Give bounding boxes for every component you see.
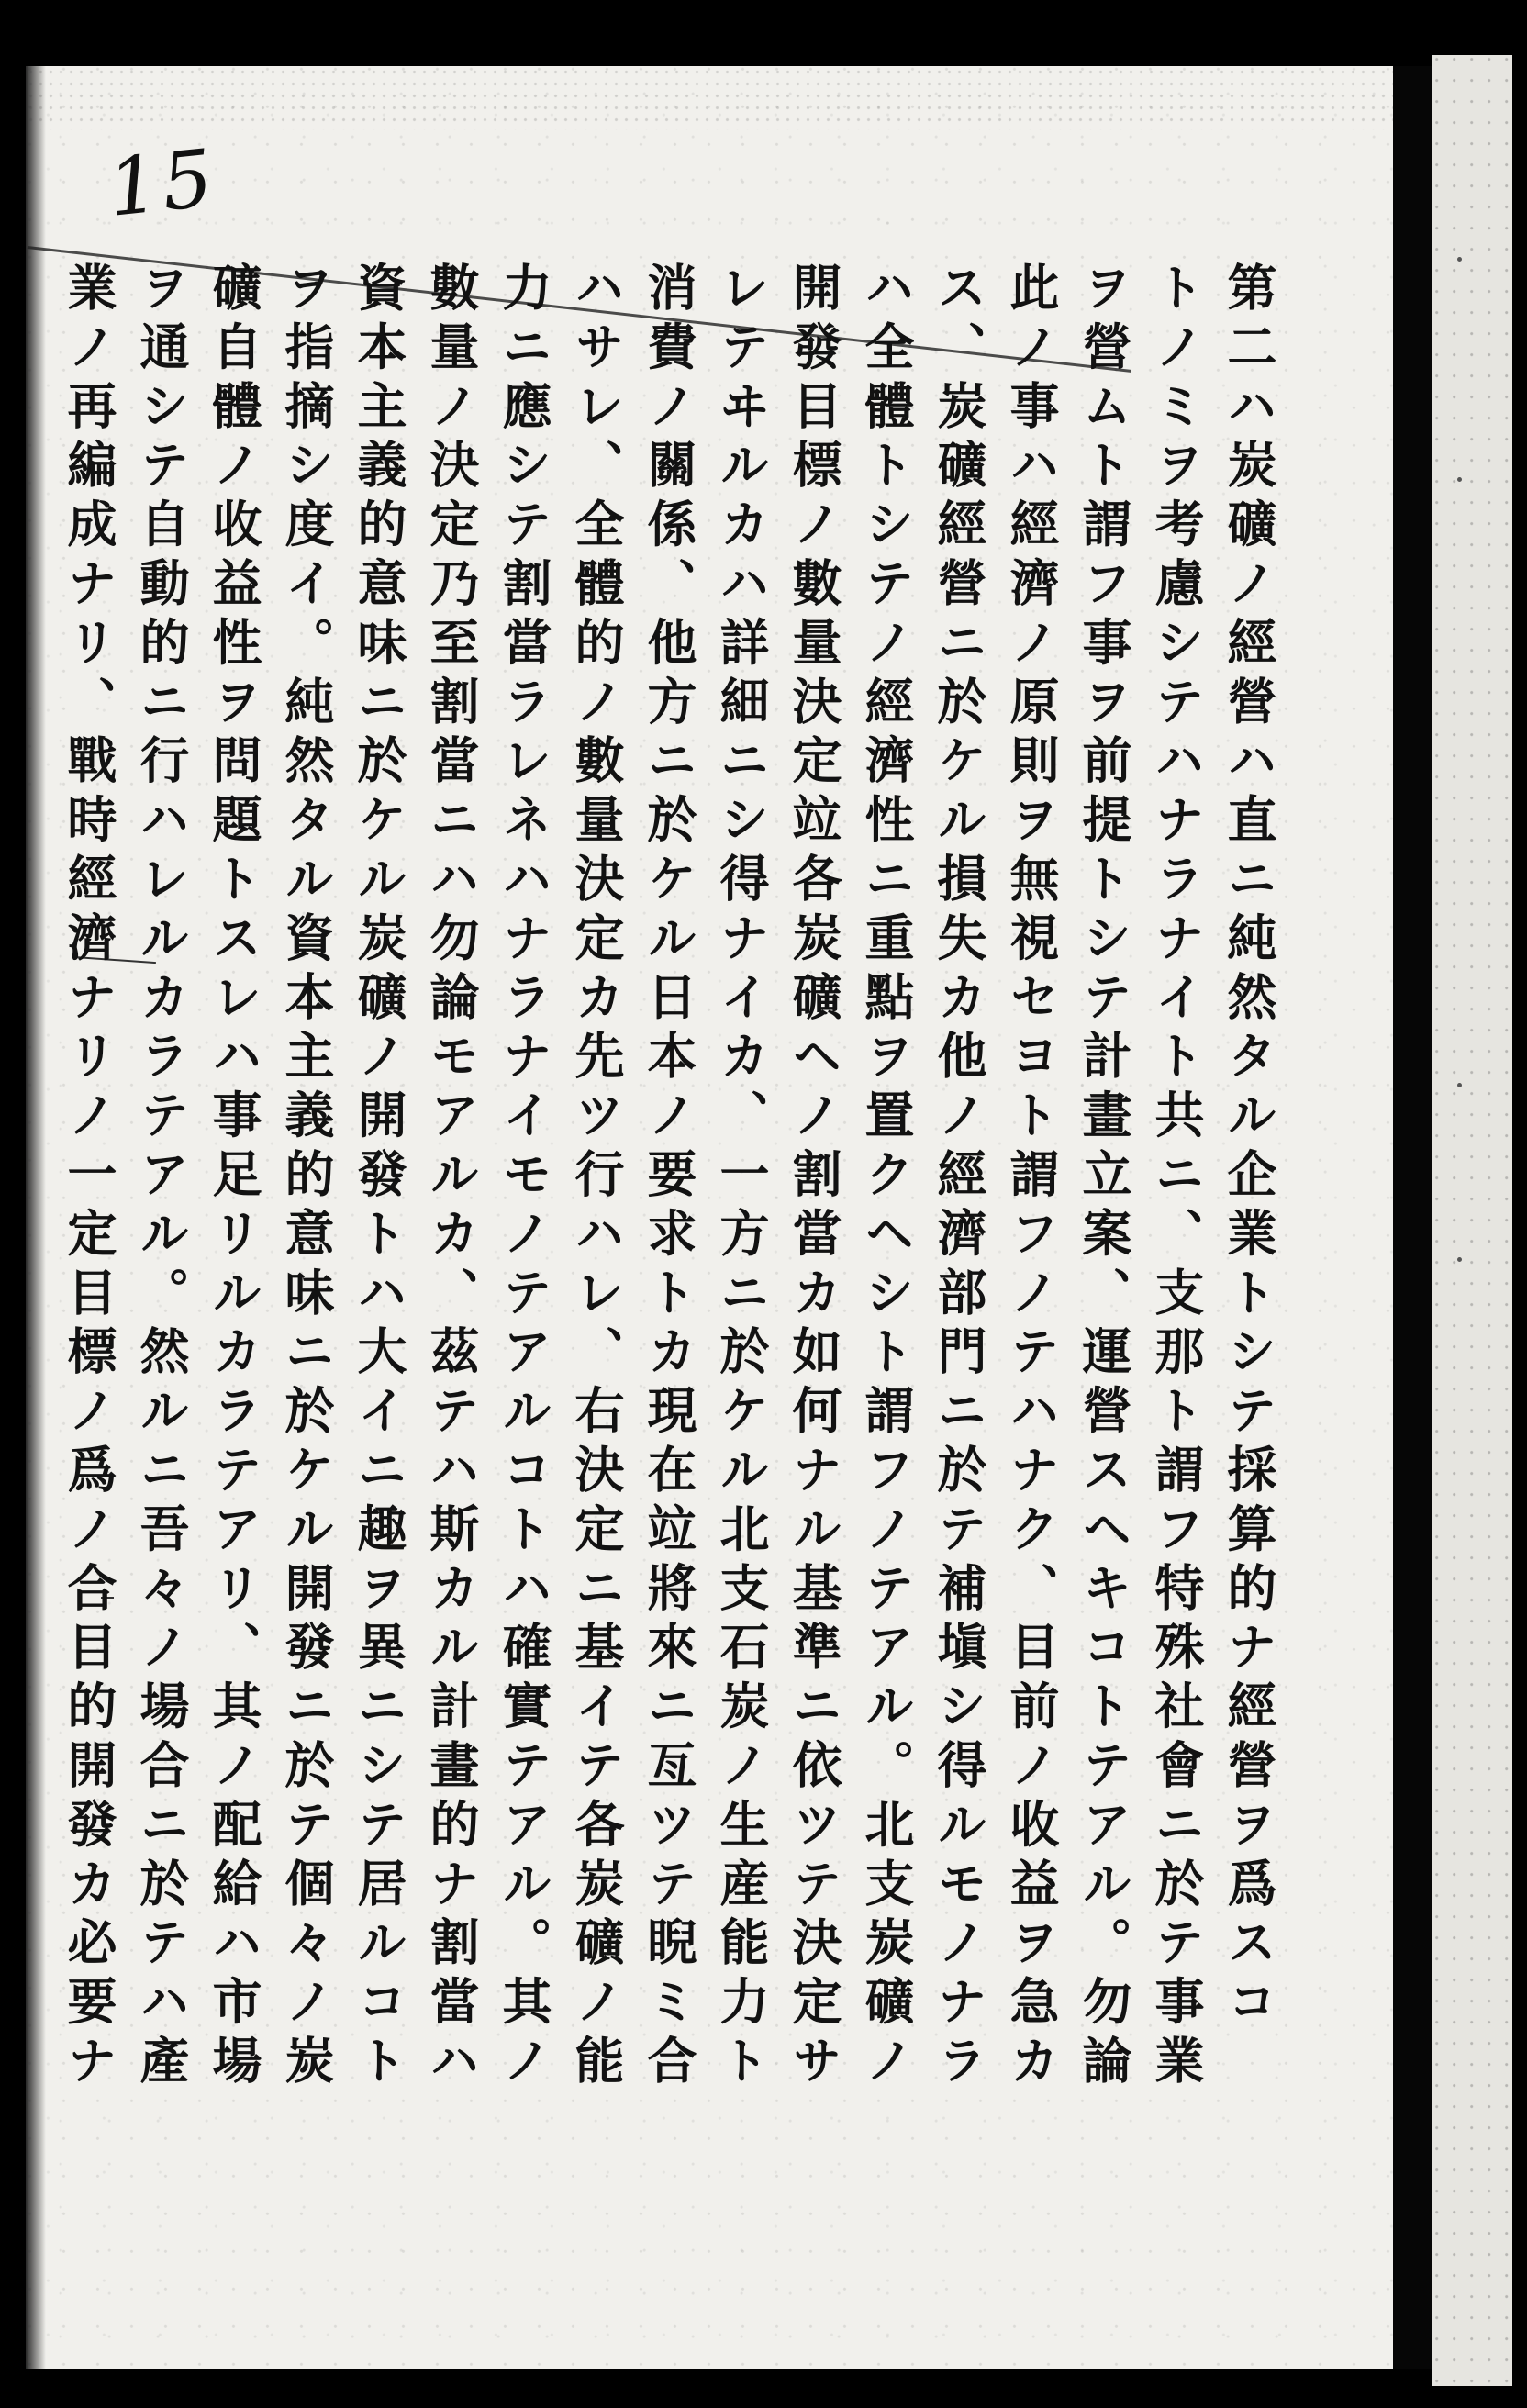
text-column: 數量ノ決定乃至割當ニハ勿論モアルカ、茲テハ斯カル計畫的ナ割當ハ bbox=[422, 262, 480, 2094]
adjacent-page-strip bbox=[1432, 55, 1512, 2386]
vertical-text-body bbox=[60, 262, 1285, 2372]
text-column: ハサレ、全體的ノ數量決定カ先ツ行ハレ、右決定ニ基イテ各炭礦ノ能 bbox=[567, 262, 625, 2094]
text-column: 此ノ事ハ經濟ノ原則ヲ無視セヨト謂フノテハナク、目前ノ收益ヲ急カ bbox=[1002, 262, 1060, 2094]
text-column: 第二ハ炭礦ノ經營ハ直ニ純然タル企業トシテ採算的ナ經營ヲ爲スコ bbox=[1220, 262, 1277, 2035]
text-column: トノミヲ考慮シテハナラナイト共ニ、支那ト謂フ特殊社會ニ於テ事業 bbox=[1147, 262, 1205, 2094]
text-column: 資本主義的意味ニ於ケル炭礦ノ開發トハ大イニ趣ヲ異ニシテ居ルコト bbox=[350, 262, 407, 2094]
text-column: レテヰルカハ詳細ニシ得ナイカ、一方ニ於ケル北支石炭ノ生産能力ト bbox=[712, 262, 770, 2094]
text-column: ヲ通シテ自動的ニ行ハレルカラテアル。然ルニ吾々ノ場合ニ於テハ產 bbox=[132, 262, 190, 2094]
handwritten-page-number: 15 bbox=[104, 132, 221, 235]
margin-mark bbox=[1457, 1257, 1462, 1262]
text-column: 消費ノ關係、他方ニ於ケル日本ノ要求トカ現在竝將來ニ亙ツテ睨ミ合 bbox=[640, 262, 697, 2094]
text-column: 業ノ再編成ナリ、戰時經濟ナリノ一定目標ノ爲ノ合目的開發カ必要ナ bbox=[60, 262, 117, 2094]
margin-mark bbox=[1457, 257, 1462, 262]
text-column: 礦自體ノ收益性ヲ問題トスレハ事足リルカラテアリ、其ノ配給ハ市場 bbox=[205, 262, 262, 2094]
text-column: 開發目標ノ數量決定竝各炭礦ヘノ割當カ如何ナル基準ニ依ツテ決定サ bbox=[785, 262, 842, 2094]
margin-mark bbox=[1457, 1083, 1462, 1087]
text-column: 力ニ應シテ割當ラレネハナラナイモノテアルコトハ確實テアル。其ノ bbox=[495, 262, 552, 2094]
scan-noise bbox=[26, 66, 1393, 130]
text-column: ハ全體トシテノ經濟性ニ重點ヲ置クヘシト謂フノテアル。北支炭礦ノ bbox=[857, 262, 915, 2094]
text-column: ヲ指摘シ度イ。純然タル資本主義的意味ニ於ケル開發ニ於テ個々ノ炭 bbox=[277, 262, 335, 2094]
text-column: ス、炭礦經營ニ於ケル損失カ他ノ經濟部門ニ於テ補塡シ得ルモノナラ bbox=[930, 262, 987, 2094]
text-column: ヲ營ムト謂フ事ヲ前提トシテ計畫立案、運營スヘキコトテアル。勿論 bbox=[1075, 262, 1132, 2094]
page-binding-shadow bbox=[1393, 66, 1432, 2369]
margin-mark bbox=[1457, 477, 1462, 482]
page-edge-shadow bbox=[26, 66, 46, 2369]
